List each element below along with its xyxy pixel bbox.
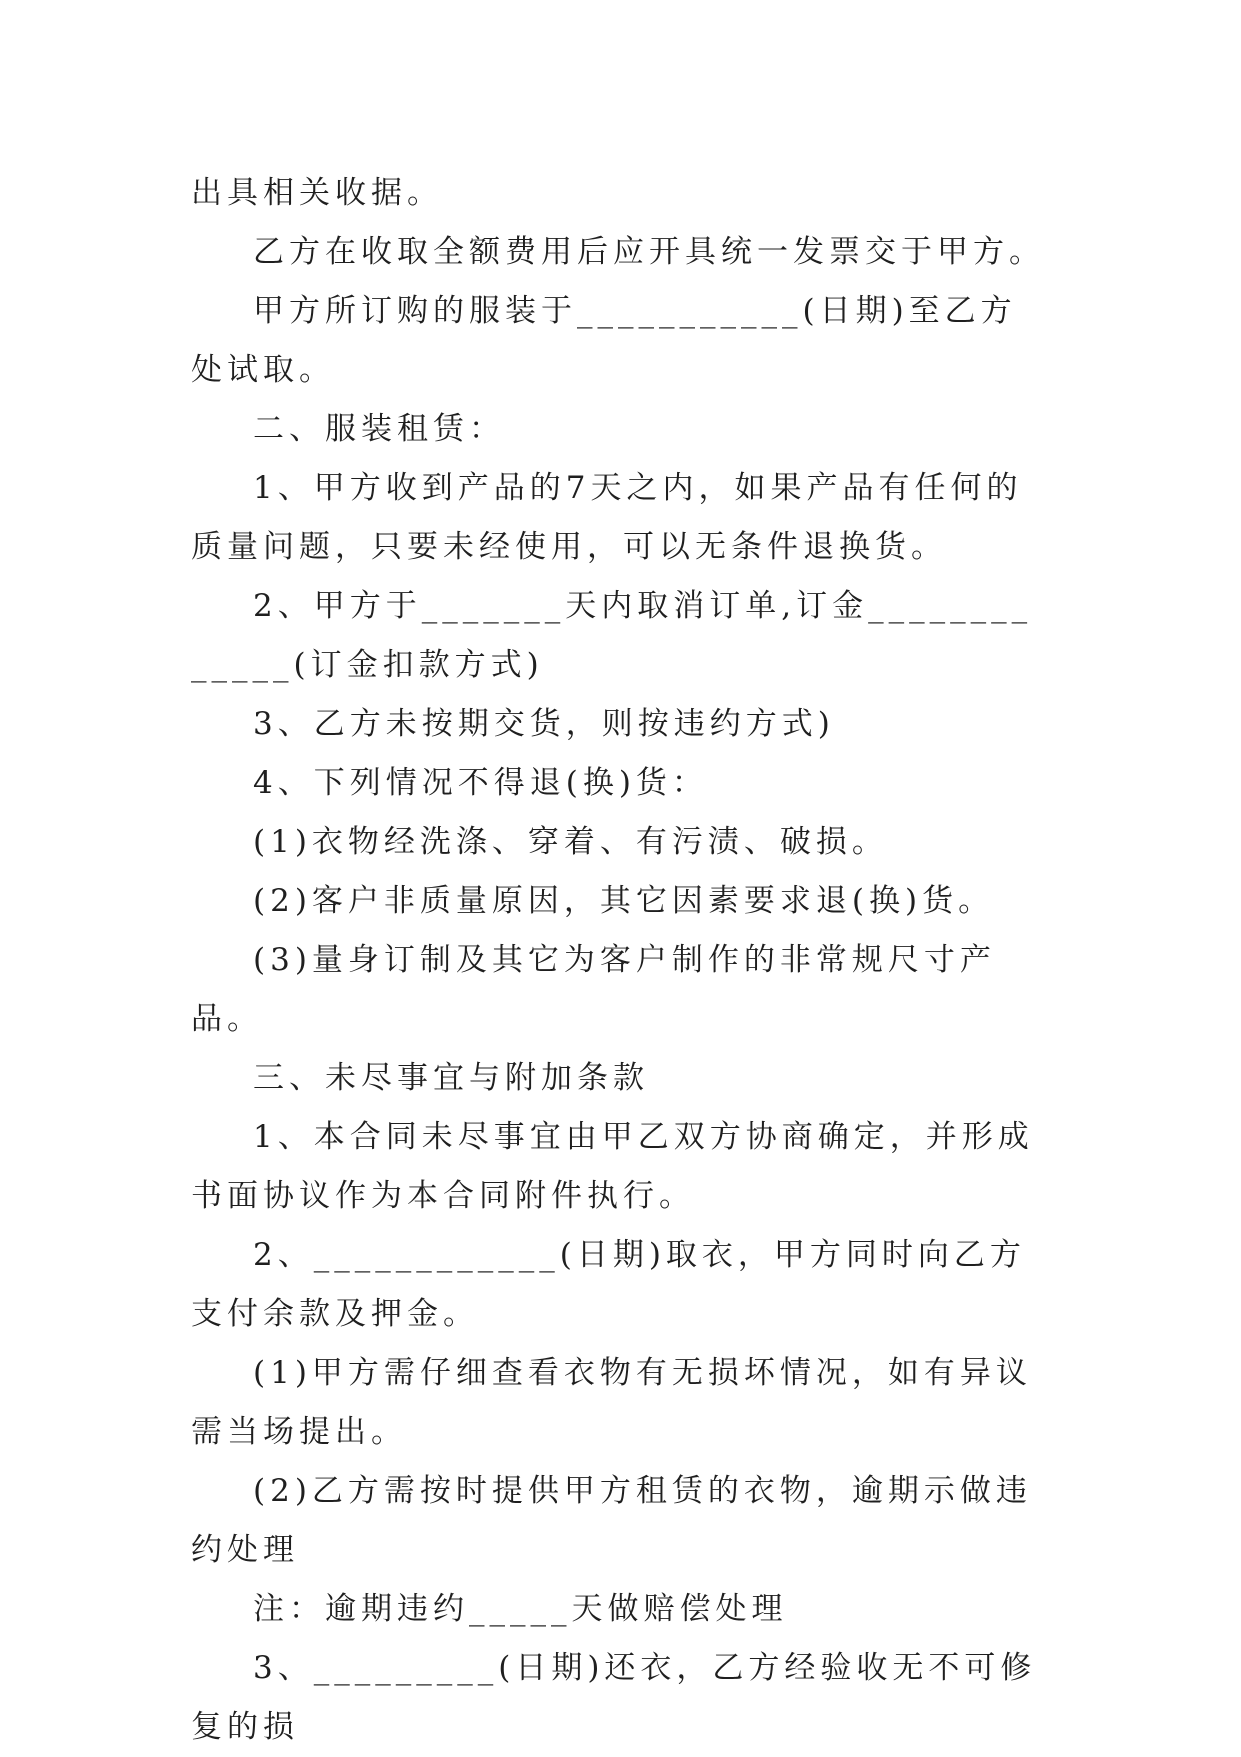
clause-rental-1: 1、甲方收到产品的7天之内，如果产品有任何的质量问题，只要未经使用，可以无条件退换货。	[191, 470, 1023, 565]
contract-body	[191, 164, 1051, 1757]
clause-additional-1: 1、本合同未尽事宜由甲乙双方协商确定，并形成书面协议作为本合同附件执行。	[191, 1119, 1034, 1214]
paragraph-fitting-date: 甲方所订购的服装于___________(日期)至乙方处试取。	[191, 293, 1017, 388]
section-heading-additional: 三、未尽事宜与附加条款	[253, 1060, 649, 1096]
clause-rental-2: 2、甲方于_______天内取消订单,订金_____________(订金扣款方式)	[191, 588, 1033, 683]
sub-clause-non-quality: (2)客户非质量原因，其它因素要求退(换)货。	[253, 883, 995, 919]
sub-clause-on-time: (2)乙方需按时提供甲方租赁的衣物，逾期示做违约处理	[191, 1473, 1032, 1568]
clause-rental-4: 4、下列情况不得退(换)货：	[253, 765, 708, 801]
sub-clause-custom-made: (3)量身订制及其它为客户制作的非常规尺寸产品。	[191, 942, 996, 1037]
sub-clause-washed: (1)衣物经洗涤、穿着、有污渍、破损。	[253, 824, 888, 860]
clause-rental-3: 3、乙方未按期交货，则按违约方式)	[253, 706, 835, 742]
section-heading-rental: 二、服装租赁：	[253, 411, 505, 447]
paragraph-invoice: 乙方在收取全额费用后应开具统一发票交于甲方。	[253, 234, 1045, 270]
clause-additional-3: 3、_________(日期)还衣，乙方经验收无不可修复的损	[191, 1650, 1037, 1745]
paragraph-continuation: 出具相关收据。	[191, 175, 443, 211]
clause-additional-2: 2、____________(日期)取衣，甲方同时向乙方支付余款及押金。	[191, 1237, 1026, 1332]
sub-clause-inspect: (1)甲方需仔细查看衣物有无损坏情况，如有异议需当场提出。	[191, 1355, 1032, 1450]
note-overdue: 注：逾期违约_____天做赔偿处理	[253, 1591, 788, 1627]
